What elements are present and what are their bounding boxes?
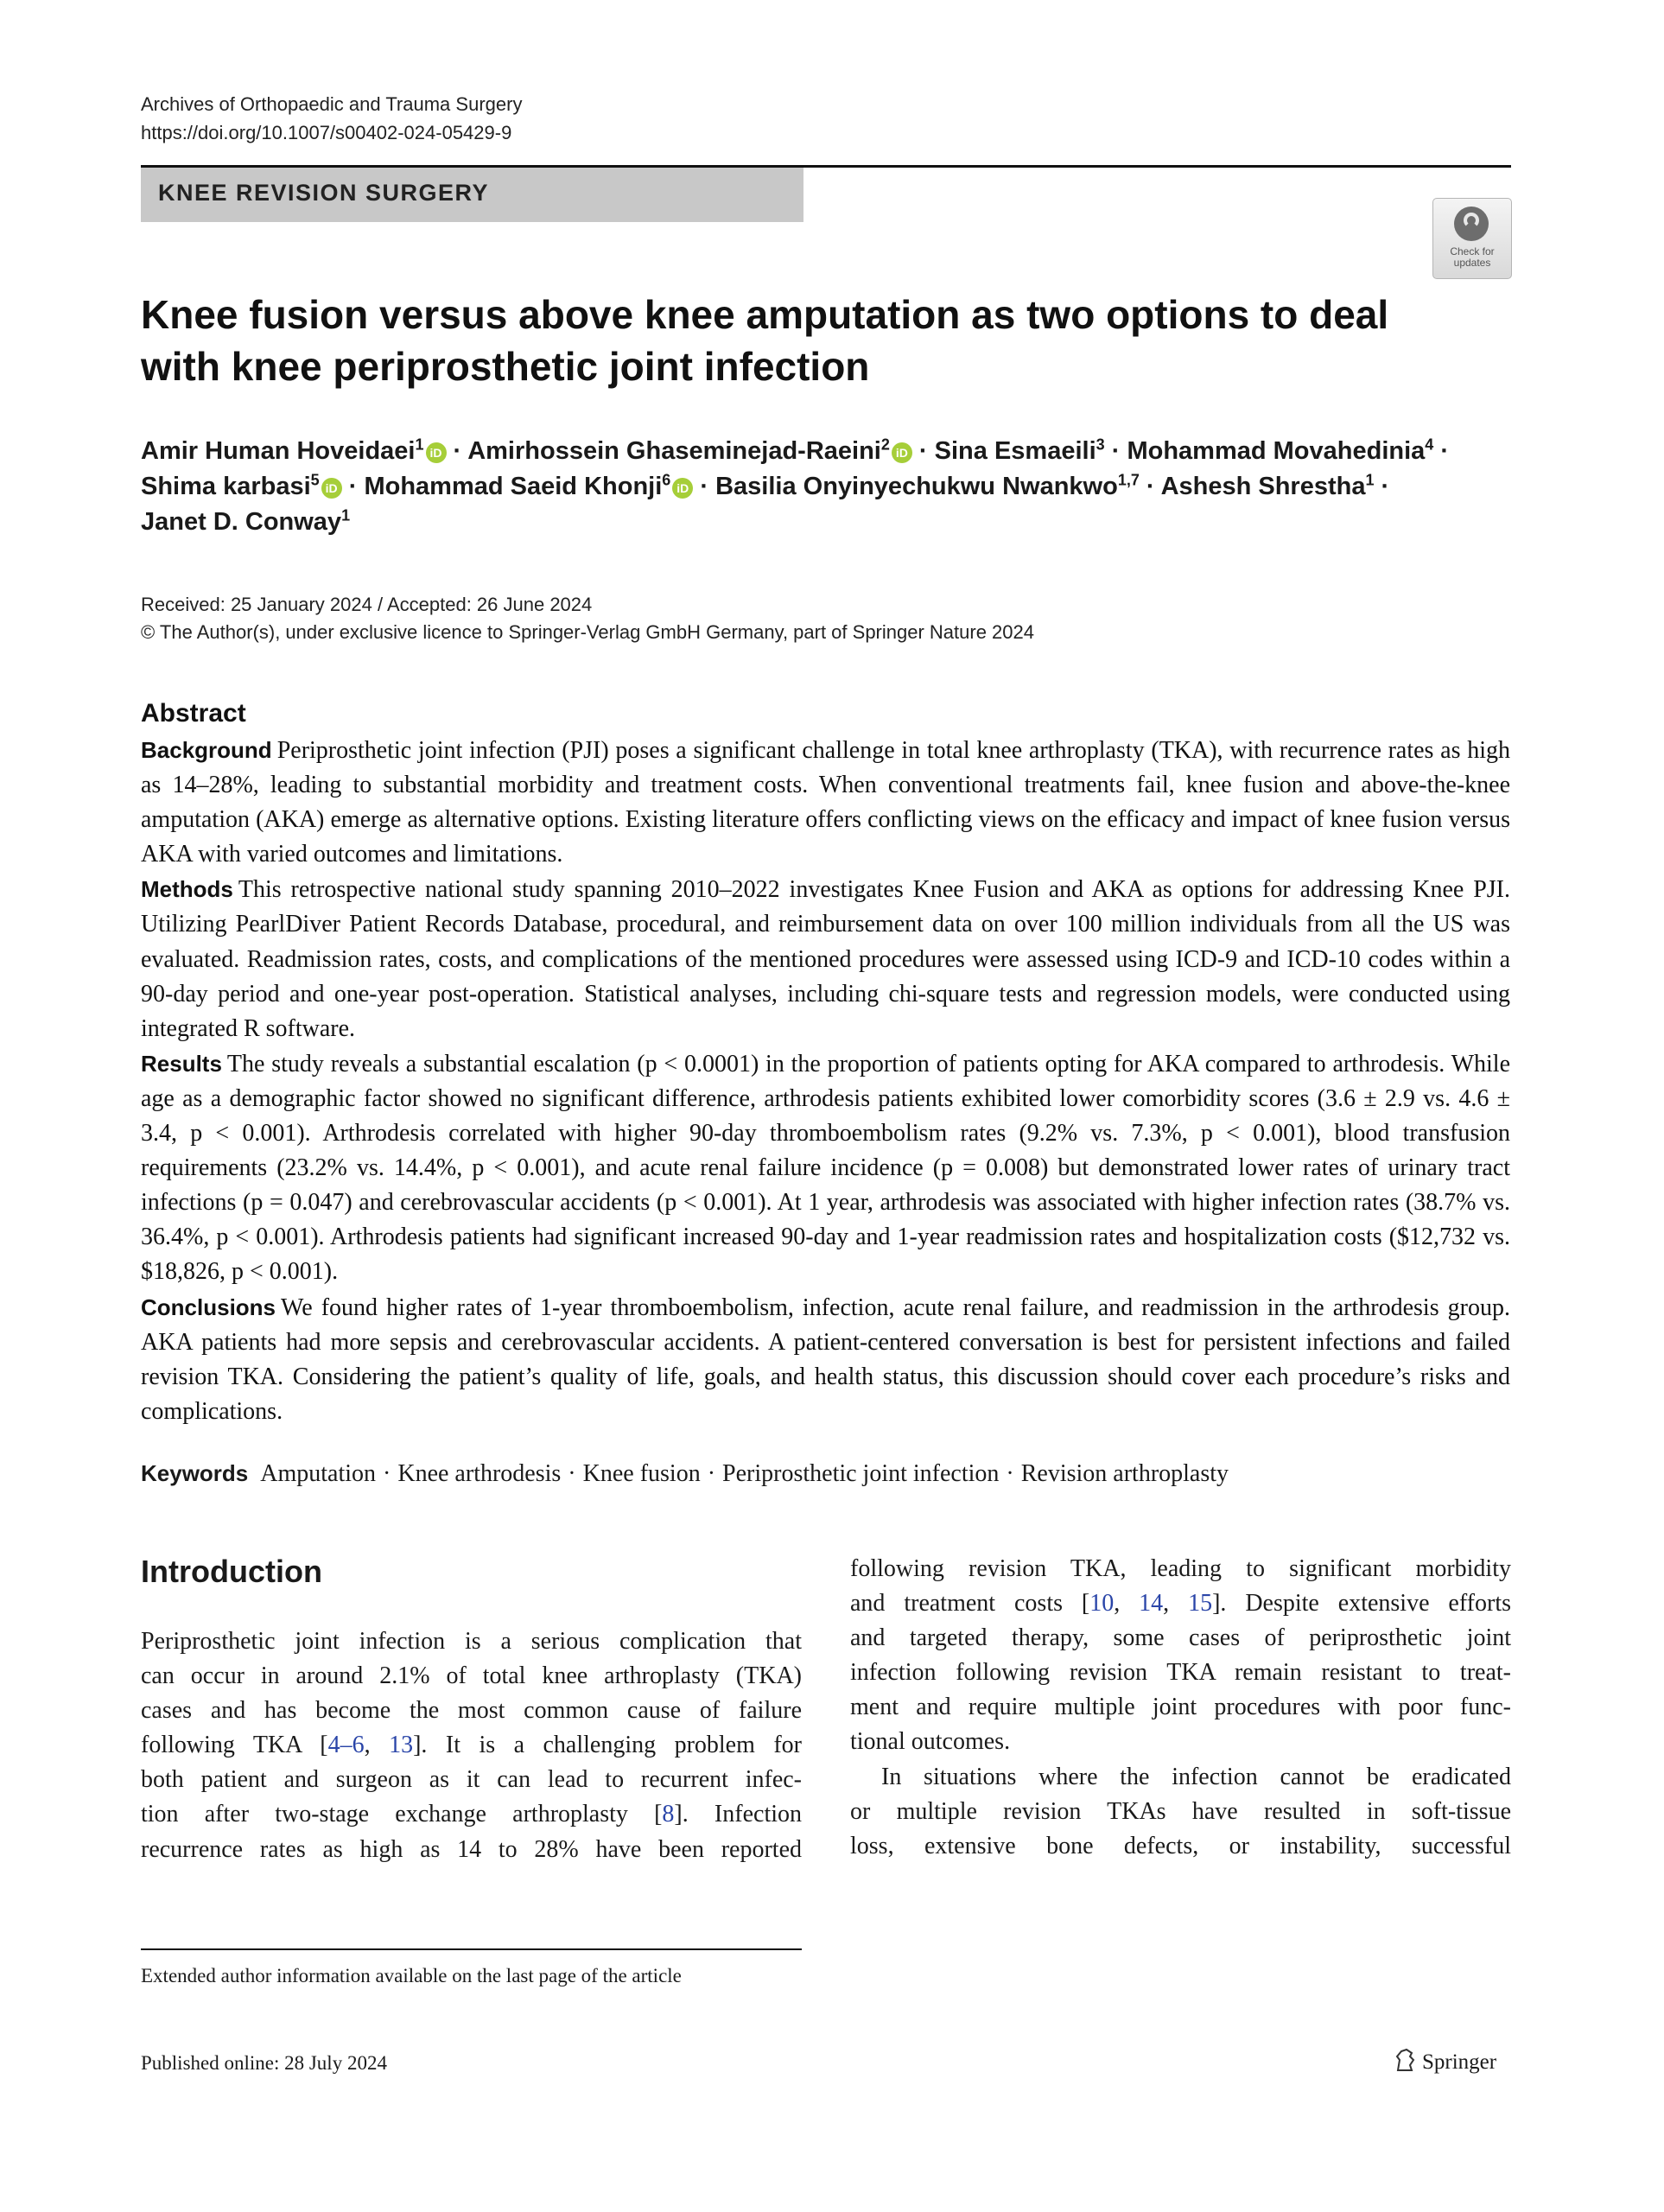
abstract-label: Methods <box>141 876 233 903</box>
orcid-icon[interactable]: iD <box>426 442 447 463</box>
footnote: Extended author information available on the last page of the article <box>141 1965 682 1986</box>
text-line: In situations where the infection cannot be eradicated <box>881 1763 1511 1790</box>
check-updates-icon <box>1454 207 1489 241</box>
text-line: and targeted therapy, some cases of periprosthetic joint <box>850 1624 1511 1652</box>
keyword-separator: · <box>1006 1460 1014 1487</box>
abstract-label: Results <box>141 1050 222 1077</box>
text-line: loss, extensive bone defects, or instability, successful <box>850 1832 1511 1859</box>
footnote-rule <box>141 1948 802 1950</box>
springer-horse-icon <box>1394 2048 1417 2072</box>
author[interactable] <box>364 473 693 500</box>
journal-header <box>141 90 522 147</box>
journal-name: Archives of Orthopaedic and Trauma Surgery <box>141 93 523 115</box>
introduction-column-left <box>141 1624 802 1867</box>
author[interactable] <box>935 437 1105 465</box>
keyword: Revision arthroplasty <box>1020 1460 1229 1487</box>
author[interactable] <box>1161 473 1375 500</box>
author-separator: · <box>1374 473 1390 500</box>
text-line: tional outcomes. <box>850 1728 1011 1756</box>
citation-link[interactable]: 4–6 <box>327 1732 365 1759</box>
author-name: Janet D. Conway <box>141 508 342 536</box>
keyword: Knee arthrodesis <box>397 1460 562 1487</box>
orcid-icon[interactable]: iD <box>321 478 342 499</box>
orcid-icon[interactable]: iD <box>672 478 693 499</box>
text-line: both patient and surgeon as it can lead to recurrent infec- <box>141 1766 802 1794</box>
publisher-logo <box>1394 2048 1496 2077</box>
author-affiliation: 2 <box>880 435 890 454</box>
received-accepted: Received: 25 January 2024 / Accepted: 26 June 2024 <box>141 594 593 615</box>
author-separator: · <box>341 473 365 500</box>
author[interactable] <box>467 437 912 465</box>
author[interactable] <box>715 473 1140 500</box>
keyword: Amputation <box>260 1460 377 1487</box>
author-name: Mohammad Movahedinia <box>1127 437 1426 465</box>
text-line: Periprosthetic joint infection is a serious complication that <box>141 1628 802 1655</box>
citation-link[interactable]: 8 <box>662 1801 675 1828</box>
author[interactable] <box>141 508 350 536</box>
abstract-methods <box>141 872 1510 1046</box>
text-line: tion after two-stage exchange arthroplasty [8]. Infection <box>141 1801 802 1828</box>
orcid-icon[interactable]: iD <box>892 442 912 463</box>
publisher-name: Springer <box>1422 2050 1497 2074</box>
abstract-text: We found higher rates of 1-year thromboembolism, infection, acute renal failure, and readmission in the arthrodesis group. AKA patients had more sepsis and cerebrovascular accidents. A patient-centered conversation is best for persistent infections and failed revision TKA. Considering the patient’s quality of life, goals, and health status, this discussion should cover each procedure’s risks and complications. <box>141 1294 1510 1425</box>
published-date: Published online: 28 July 2024 <box>141 2052 387 2074</box>
author-affiliation: 3 <box>1096 435 1105 454</box>
abstract-label: Background <box>141 737 272 763</box>
author-affiliation: 1 <box>415 435 424 454</box>
author-affiliation: 1 <box>341 506 351 524</box>
author-separator: · <box>1433 437 1450 465</box>
author-affiliation: 5 <box>310 471 320 489</box>
author-separator: · <box>1139 473 1161 500</box>
text-line: ment and require multiple joint procedures with poor func- <box>850 1694 1511 1721</box>
text-line: cases and has become the most common cause of failure <box>141 1697 802 1725</box>
citation-link[interactable]: 10 <box>1089 1590 1115 1618</box>
keywords-label: Keywords <box>141 1460 249 1486</box>
check-updates-label: Check for updates <box>1450 245 1495 269</box>
text-line: recurrence rates as high as 14 to 28% have been reported <box>141 1835 802 1863</box>
author[interactable] <box>1127 437 1433 465</box>
keywords <box>141 1456 1515 1491</box>
abstract <box>141 696 1510 1429</box>
citation-link[interactable]: 14 <box>1139 1590 1164 1618</box>
abstract-conclusions <box>141 1290 1510 1429</box>
introduction-heading: Introduction <box>141 1554 322 1589</box>
author-name: Amirhossein Ghaseminejad-Raeini <box>467 437 881 465</box>
author-name: Basilia Onyinyechukwu Nwankwo <box>715 473 1118 500</box>
text-line: or multiple revision TKAs have resulted in soft-tissue <box>850 1797 1511 1825</box>
author-separator: · <box>911 437 935 465</box>
author-affiliation: 4 <box>1425 435 1434 454</box>
author[interactable] <box>141 473 342 500</box>
abstract-heading: Abstract <box>141 699 246 728</box>
article-dates <box>141 591 1034 646</box>
author-list <box>141 434 1515 540</box>
author-name: Ashesh Shrestha <box>1160 473 1366 500</box>
introduction-column-right <box>850 1552 1511 1864</box>
abstract-text: This retrospective national study spanning 2010–2022 investigates Knee Fusion and AKA as options for addressing Knee PJI. Utilizing PearlDiver Patient Records Database, procedural, and reimbursement data on over 100 million individuals from all the US was evaluated. Readmission rates, costs, and complications of the mentioned procedures were assessed using ICD-9 and ICD-10 codes within a 90-day period and one-year post-operation. Statistical analyses, including chi-square tests and regression models, were conducted using integrated R software. <box>141 876 1510 1042</box>
citation-link[interactable]: 15 <box>1188 1590 1213 1618</box>
text-line: can occur in around 2.1% of total knee arthroplasty (TKA) <box>141 1662 802 1690</box>
author-name: Shima karbasi <box>141 473 311 500</box>
author-affiliation: 1 <box>1365 471 1375 489</box>
abstract-label: Conclusions <box>141 1294 276 1320</box>
author-affiliation: 6 <box>662 471 671 489</box>
abstract-background <box>141 733 1510 872</box>
text-line: following revision TKA, leading to significant morbidity <box>850 1555 1511 1582</box>
text-line: following TKA [4–6, 13]. It is a challenging problem for <box>141 1732 803 1759</box>
author-separator: · <box>1104 437 1127 465</box>
keyword-separator: · <box>707 1460 716 1487</box>
section-label: KNEE REVISION SURGERY <box>158 180 490 206</box>
keyword-separator: · <box>383 1460 391 1487</box>
author-separator: · <box>446 437 468 465</box>
abstract-results <box>141 1046 1510 1290</box>
author-name: Sina Esmaeili <box>934 437 1096 465</box>
text-line: infection following revision TKA remain resistant to treat- <box>850 1659 1511 1687</box>
author-separator: · <box>693 473 716 500</box>
abstract-text: Periprosthetic joint infection (PJI) poses a significant challenge in total knee arthroplasty (TKA), with recurrence rates as high as 14–28%, leading to substantial morbidity and treatment costs. When conventional treatments fail, knee fusion and above-the-knee amputation (AKA) emerge as alternative options. Existing literature offers conflicting views on the efficacy and impact of knee fusion versus AKA with varied outcomes and limitations. <box>141 737 1510 868</box>
author-affiliation: 1,7 <box>1117 471 1140 489</box>
keyword-list <box>257 1460 1232 1487</box>
keyword: Knee fusion <box>582 1460 701 1487</box>
citation-link[interactable]: 13 <box>389 1732 414 1759</box>
text-line: and treatment costs [10, 14, 15]. Despite extensive efforts <box>850 1590 1511 1618</box>
author-name: Amir Human Hoveidaei <box>141 437 416 465</box>
abstract-text: The study reveals a substantial escalation (p < 0.0001) in the proportion of patients opting for AKA compared to arthrodesis. While age as a demographic factor showed no significant difference, arthrodesis patients exhibited lower comorbidity scores (3.6 ± 2.9 vs. 4.6 ± 3.4, p < 0.001). Arthrodesis correlated with higher 90-day thromboembolism rates (9.2% vs. 7.3%, p < 0.001), blood transfusion requirements (23.2% vs. 14.4%, p < 0.001), and acute renal failure incidence (p = 0.008) but demonstrated lower rates of urinary tract infections (p = 0.047) and cerebrovascular accidents (p < 0.001). At 1 year, arthrodesis was associated with higher infection rates (38.7% vs. 36.4%, p < 0.001). Arthrodesis patients had significant increased 90-day and 1-year readmission rates and hospitalization costs ($12,732 vs. $18,826, p < 0.001). <box>141 1050 1510 1286</box>
author[interactable] <box>141 437 447 465</box>
keyword: Periprosthetic joint infection <box>722 1460 1000 1487</box>
keyword-separator: · <box>568 1460 576 1487</box>
copyright: © The Author(s), under exclusive licence to Springer-Verlag GmbH Germany, part of Springer Nature 2024 <box>141 621 1034 643</box>
section-banner <box>141 168 803 222</box>
check-for-updates-badge[interactable] <box>1432 198 1512 279</box>
doi-link[interactable]: https://doi.org/10.1007/s00402-024-05429-9 <box>141 122 512 143</box>
article-title: Knee fusion versus above knee amputation as two options to deal with knee periprosthetic joint infection <box>141 292 1389 389</box>
author-name: Mohammad Saeid Khonji <box>364 473 663 500</box>
